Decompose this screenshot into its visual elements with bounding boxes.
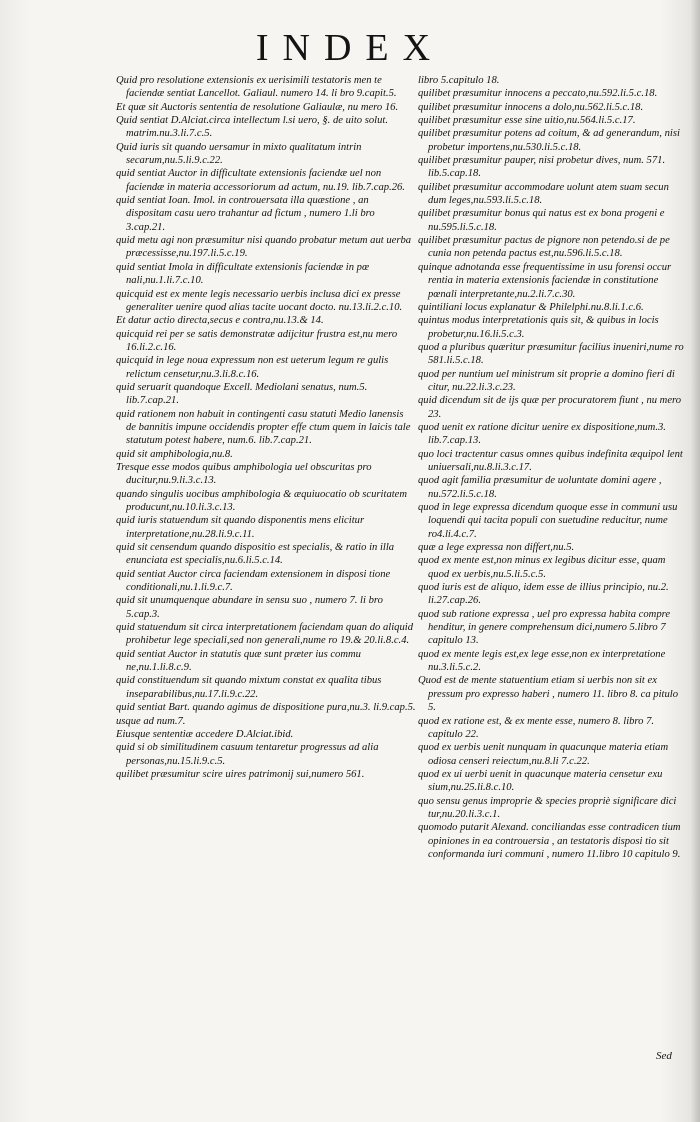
index-entry: quid rationem non habuit in contingenti casu statuti Medio lanensis de bannitis impune occidendis propter effe ctum quem in laicis tale statutum potest habere, num.6. lib.7.cap.21. xyxy=(116,408,411,447)
index-entry: quilibet præsumitur esse sine uitio,nu.564.li.5.c.17. xyxy=(418,115,636,127)
index-entry: quod per nuntium uel ministrum sit proprie a domino fieri di citur, nu.22.li.3.c.23. xyxy=(418,368,675,393)
index-entry: quæ a lege expressa non differt,nu.5. xyxy=(418,542,575,554)
index-entry: quicquid in lege noua expressum non est ueterum legum re gulis relictum censetur,nu.3.li.8.c.16. xyxy=(116,355,389,380)
index-entry: quo loci tractentur casus omnes quibus indefinita æquipol lent uniuersali,nu.8.li.3.c.17. xyxy=(418,448,683,473)
index-entry: quintus modus interpretationis quis sit, & quibus in locis probetur,nu.16.li.5.c.3. xyxy=(418,315,659,340)
index-entry: quid dicendum sit de ijs quæ per procuratorem fiunt , nu mero 23. xyxy=(418,395,682,420)
index-entry: quod ex ratione est, & ex mente esse, numero 8. libro 7. capitulo 22. xyxy=(418,715,655,740)
index-entry: Eiusque sententiæ accedere D.Alciat.ibid. xyxy=(116,728,294,740)
index-entry: quod iuris est de aliquo, idem esse de illius principio, nu.2. li.27.cap.26. xyxy=(418,582,669,607)
index-entry: quid sentiat Bart. quando agimus de dispositione pura,nu.3. li.9.cap.5. xyxy=(116,702,416,714)
index-entry: Tresque esse modos quibus amphibologia uel obscuritas pro ducitur,nu.9.li.3.c.13. xyxy=(116,461,372,487)
index-entry: libro 5.capitulo 18. xyxy=(418,75,500,86)
index-entry: quicquid rei per se satis demonstratæ adijcitur frustra est,nu mero 16.li.2.c.16. xyxy=(116,328,398,353)
index-entry: quid sentiat Ioan. Imol. in controuersata illa quæstione , an dispositam casu uero trahantur ad fictum , numero 1.li bro 3.cap.21. xyxy=(116,195,375,233)
index-entry: quid sit censendum quando dispositio est specialis, & ratio in illa enunciata est specialis,nu.6.li.5.c.14. xyxy=(116,542,395,567)
index-entry: Et datur actio directa,secus e contra,nu.13.& 14. xyxy=(116,315,324,327)
index-entry: quintiliani locus explanatur & Philelphi.nu.8.li.1.c.6. xyxy=(418,301,644,313)
index-entry: quilibet præsumitur scire uires patrimonij sui,numero 561. xyxy=(116,768,365,780)
index-entry: usque ad num.7. xyxy=(116,715,186,727)
index-entry: quid sentiat Auctor in statutis quæ sunt præter ius commu ne,nu.1.li.8.c.9. xyxy=(116,648,361,674)
index-entry: quid iuris statuendum sit quando disponentis mens elicitur interpretatione,nu.28.li.9.c.11. xyxy=(116,515,365,540)
index-entry: quilibet præsumitur bonus qui natus est ex bona progeni e nu.595.li.5.c.18. xyxy=(418,208,665,233)
index-entry: Quid iuris sit quando uersamur in mixto qualitatum intrin secarum,nu.5.li.9.c.22. xyxy=(116,141,362,167)
index-entry: quid sit amphibologia,nu.8. xyxy=(116,448,233,460)
index-entry: quilibet præsumitur potens ad coitum, & ad generandum, nisi probetur importens,nu.530.li.5.c.18. xyxy=(418,128,680,153)
index-entry: quid sit unumquenque abundare in sensu suo , numero 7. li bro 5.cap.3. xyxy=(116,595,383,620)
left-index-column xyxy=(116,74,416,781)
catchword: Sed xyxy=(656,1050,672,1062)
index-entry: quid sentiat Imola in difficultate extensionis faciendæ in pœ nali,nu.1.li.7.c.10. xyxy=(116,261,370,287)
index-entry: quilibet præsumitur pauper, nisi probetur dives, num. 571. lib.5.cap.18. xyxy=(418,155,666,180)
index-entry: quod sub ratione expressa , uel pro expressa habita compre henditur, in genere comprehensum dici,numero 5.libro 7 capitulo 13. xyxy=(418,608,671,647)
index-entry: Quid pro resolutione extensionis ex uerisimili testatoris men te faciendæ sentiat Lancellot. Galiaul. numero 14. li bro 9.capit.5. xyxy=(116,75,397,100)
index-entry: quinque adnotanda esse frequentissime in usu forensi occur rentia in materia extensionis faciendæ in constitutione pœnali interpretante,nu.2.li.7.c.30. xyxy=(418,261,672,300)
index-entry: quid seruarit quandoque Excell. Mediolani senatus, num.5. lib.7.cap.21. xyxy=(116,381,368,407)
index-entry: quod in lege expressa dicendum quoque esse in communi usu loquendi qui tacita populi con suetudine reducitur, nume ro4.li.4.c.7. xyxy=(418,502,678,540)
index-entry: quod ex mente legis est,ex lege esse,non ex interpretatione nu.3.li.5.c.2. xyxy=(418,648,666,674)
page-title: INDEX xyxy=(255,27,445,69)
index-entry: quomodo putarit Alexand. conciliandas esse contradicen tium opiniones in ea controuersia , an testatoris disposi tio sit conformanda iuri communi , numero 11.libro 10 capitulo 9. xyxy=(418,822,681,860)
index-entry: quod agit familia præsumitur de uoluntate domini agere , nu.572.li.5.c.18. xyxy=(418,475,662,500)
index-entry: quod ex ui uerbi uenit in quacunque materia censetur exu sium,nu.25.li.8.c.10. xyxy=(418,768,663,794)
index-entry: quilibet præsumitur innocens a peccato,nu.592.li.5.c.18. xyxy=(418,88,658,100)
index-entry: quando singulis uocibus amphibologia & æquiuocatio ob scuritatem producunt,nu.10.li.3.c.13. xyxy=(116,488,408,513)
index-entry: quid si ob similitudinem casuum tentaretur progressus ad alia personas,nu.15.li.9.c.5. xyxy=(116,742,379,767)
index-entry: quo sensu genus improprie & species propriè significare dici tur,nu.20.li.3.c.1. xyxy=(418,795,677,820)
page-edge-shadow xyxy=(690,0,700,1122)
index-entry: Et quæ sit Auctoris sententia de resolutione Galiaulæ, nu mero 16. xyxy=(116,101,399,113)
index-entry: quicquid est ex mente legis necessario uerbis inclusa dici ex presse generaliter uenire quod alias tacite uocant docto. nu.13.li.2.c.10. xyxy=(116,288,403,313)
right-index-column xyxy=(418,74,688,861)
index-entry: quilibet præsumitur accommodare uolunt atem suam secun dum leges,nu.593.li.5.c.18. xyxy=(418,181,669,207)
index-entry: quod ex uerbis uenit nunquam in quacunque materia etiam odiosa censeri reiectum,nu.8.li 7.c.22. xyxy=(418,742,669,767)
index-entry: quid statuendum sit circa interpretationem faciendam quan do aliquid prohibetur lege speciali,sed non generali,nume ro 19.& 20.li.8.c.4. xyxy=(116,622,413,647)
index-entry: quid sentiat Auctor in difficultate extensionis faciendæ uel non faciendæ in materia accessoriorum ad actum, nu.19. lib.7.cap.26. xyxy=(116,168,405,193)
index-entry: quid constituendum sit quando mixtum constat ex qualita tibus inseparabilibus,nu.17.li.9.c.22. xyxy=(116,675,382,700)
index-entry: quilibet præsumitur pactus de pignore non petendo.si de pe cunia non petenda pactus est,nu.596.li.5.c.18. xyxy=(418,235,670,260)
index-entry: quilibet præsumitur innocens a dolo,nu.562.li.5.c.18. xyxy=(418,101,644,113)
index-entry: Quid sentiat D.Alciat.circa intellectum l.si uero, §. de uito solut. matrim.nu.3.li.7.c.5. xyxy=(116,115,388,140)
index-entry: Quod est de mente statuentium etiam si uerbis non sit ex pressum pro expresso haberi , numero 11. libro 8. ca pitulo 5. xyxy=(418,675,679,714)
index-entry: quod ex mente est,non minus ex legibus dicitur esse, quam quod ex uerbis,nu.5.li.5.c.5. xyxy=(418,555,666,580)
index-entry: quid metu agi non præsumitur nisi quando probatur metum aut uerba præcessisse,nu.197.li.5.c.19. xyxy=(116,235,412,260)
index-entry: quod uenit ex ratione dicitur uenire ex dispositione,num.3. lib.7.cap.13. xyxy=(418,421,666,447)
index-entry: quod a pluribus quæritur præsumitur facilius inueniri,nume ro 581.li.5.c.18. xyxy=(418,341,684,367)
index-entry: quid sentiat Auctor circa faciendam extensionem in disposi tione conditionali,nu.1.li.9.c.7. xyxy=(116,568,391,594)
